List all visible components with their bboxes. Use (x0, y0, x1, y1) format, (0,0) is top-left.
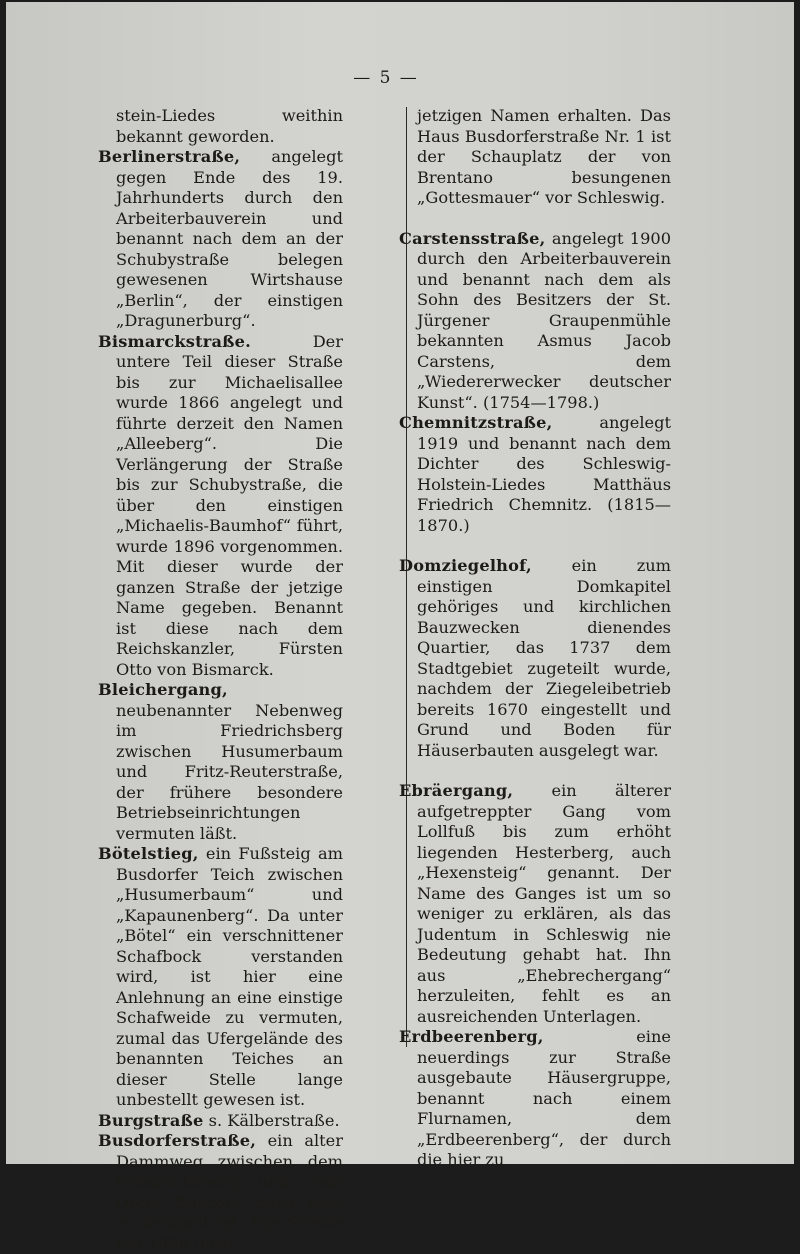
entry-headword: Burgstraße (98, 1110, 204, 1130)
entry-text: angelegt 1919 und benannt nach dem Dichter des Schleswig-Holstein-Liedes Matthäus Friedrich Chemnitz. (1815—1870.) (417, 413, 671, 535)
entry-burgstrasse (98, 1111, 343, 1132)
entry-text: ein zum einstigen Domkapitel gehöriges und kirchlichen Bauzwecken dienendes Quartier, das 1737 dem Stadtgebiet zugeteilt wurde, nachdem der Ziegeleibetrieb bereits 1670 eingestellt und Grund und Boden für Häuserbauten ausgelegt war. (417, 556, 671, 760)
entry-text: ein Fußsteig am Busdorfer Teich zwischen „Husumerbaum“ und „Kapaunenberg“. Da unter „Bötel“ ein verschnittener Schafbock verstanden wird, ist hier eine Anlehnung an eine einstige Schafweide zu vermuten, zumal das Ufergelände des benannten Teiches an dieser Stelle lange unbestellt gewesen ist. (116, 844, 343, 1109)
entry-text: eine neuerdings zur Straße ausgebaute Häusergruppe, benannt nach einem Flurnamen, dem „Erdbeerenberg“, der durch die hier zu (417, 1027, 671, 1169)
entry-bismarckstrasse (98, 332, 343, 681)
entry-headword: Carstensstraße, (399, 228, 546, 248)
entry-text: angelegt 1900 durch den Arbeiterbauverein und benannt nach dem als Sohn des Besitzers der St. Jürgener Graupenmühle bekannten Asmus Jacob Carstens, dem „Wiedererwecker deutscher Kunst“. (1754—1798.) (417, 228, 671, 412)
spacer (399, 761, 671, 781)
entry-boetelstieg (98, 844, 343, 1111)
entry-headword: Bleichergang, (98, 680, 228, 699)
page-number: — 5 — (353, 68, 419, 88)
entry-continuation (98, 106, 343, 147)
entry-headword: Berlinerstraße, (98, 147, 241, 166)
entry-headword: Bismarckstraße. (98, 331, 252, 351)
left-column (98, 106, 343, 1254)
entry-headword: Busdorferstraße, (98, 1131, 257, 1150)
entry-headword: Domziegelhof, (399, 556, 532, 575)
entry-domziegelhof (399, 556, 671, 761)
entry-chemnitzstrasse (399, 413, 671, 536)
entry-bleichergang (98, 680, 343, 844)
entry-carstensstrasse (399, 229, 671, 414)
entry-text: neubenannter Nebenweg im Friedrichsberg zwischen Husumerbaum und Fritz-Reuterstraße, der frühere besondere Betriebseinrichtungen vermuten läßt. (116, 700, 343, 843)
entry-continuation (399, 106, 671, 209)
entry-text: ein alter Dammweg zwischen dem Friedrichsberg und dem Dorfe Busdorf, nach dem er benannt ist. Die Straße hat 1888 ihren (116, 1131, 343, 1253)
entry-headword: Ebräergang, (399, 781, 514, 800)
spacer (399, 536, 671, 556)
entry-text: s. Kälberstraße. (203, 1110, 340, 1130)
spacer (399, 209, 671, 229)
entry-berlinerstrasse (98, 147, 343, 332)
entry-headword: Bötelstieg, (98, 844, 199, 863)
right-column (399, 106, 671, 1171)
entry-text: ein älterer aufgetreppter Gang vom Lollfuß bis zum erhöht liegenden Hesterberg, auch „Hexensteig“ genannt. Der Name des Ganges ist um so weniger zu erklären, als das Judentum in Schleswig nie Bedeutung gehabt hat. Ihn aus „Ehebrechergang“ herzuleiten, fehlt es an ausreichenden Unterlagen. (417, 781, 671, 1026)
entry-text: angelegt gegen Ende des 19. Jahrhunderts durch den Arbeiterbauverein und benannt nach dem an der Schubystraße belegen gewesenen Wirtshause „Berlin“, der einstigen „Dragunerburg“. (116, 147, 343, 330)
entry-ebraeergang (399, 781, 671, 1027)
entry-erdbeerenberg (399, 1027, 671, 1171)
entry-busdorferstrasse (98, 1131, 343, 1254)
entry-text: stein-Liedes weithin bekannt geworden. (116, 106, 343, 146)
entry-text: jetzigen Namen erhalten. Das Haus Busdorferstraße Nr. 1 ist der Schauplatz der von Brentano besungenen „Gottesmauer“ vor Schleswig. (417, 106, 671, 207)
entry-headword: Erdbeerenberg, (399, 1027, 544, 1046)
entry-headword: Chemnitzstraße, (399, 413, 553, 432)
entry-text: Der untere Teil dieser Straße bis zur Michaelisallee wurde 1866 angelegt und führte derzeit den Namen „Alleeberg“. Die Verlängerung der Straße bis zur Schubystraße, die über den einstigen „Michaelis-Baumhof“ führt, wurde 1896 vorgenommen. Mit dieser wurde der ganzen Straße der jetzige Name gegeben. Benannt ist diese nach dem Reichskanzler, Fürsten Otto von Bismarck. (116, 331, 343, 679)
page-sheet (6, 2, 794, 1253)
